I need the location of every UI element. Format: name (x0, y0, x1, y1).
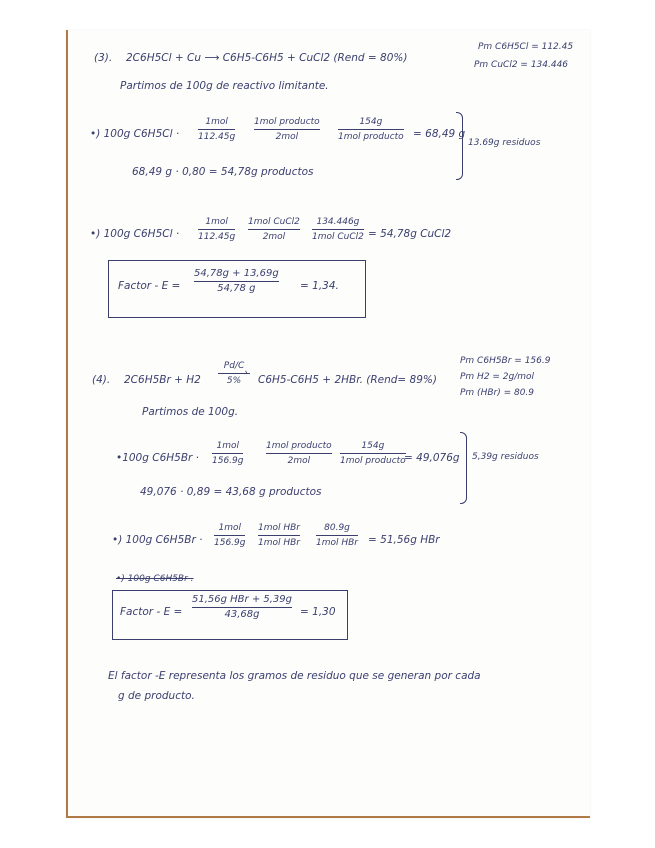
s4-c-prefix: •) 100g C6H5Br · (112, 534, 203, 546)
s3-a-prefix: •) 100g C6H5Cl · (90, 128, 180, 140)
s4-residuos: 5,39g residuos (472, 452, 539, 462)
s3-number: (3). (94, 52, 113, 64)
s3-factor-frac: 54,78g + 13,69g 54,78 g (194, 268, 279, 294)
s3-molar-mass-1: Pm C6H5Cl = 112.45 (478, 42, 574, 52)
s4-c-result: = 51,56g HBr (368, 534, 440, 546)
notebook-page (66, 30, 590, 818)
s4-c-frac-1: 1mol 156.9g (214, 523, 246, 548)
s4-c-frac-2: 1mol HBr 1mol HBr (258, 523, 301, 548)
s4-brace (460, 432, 467, 504)
s3-c-prefix: •) 100g C6H5Cl · (90, 228, 180, 240)
s3-factor-result: = 1,34. (300, 280, 339, 292)
s3-a-frac-3: 154g 1mol producto (338, 117, 404, 142)
s4-a-frac-2: 1mol producto 2mol (266, 441, 332, 466)
s3-molar-mass-2: Pm CuCl2 = 134.446 (474, 60, 569, 70)
s4-a-frac-3: 154g 1mol producto (340, 441, 406, 466)
s4-molar-mass-1: Pm C6H5Br = 156.9 (460, 356, 551, 366)
s4-equation-left: 2C6H5Br + H2 (124, 374, 201, 386)
s3-equation: 2C6H5Cl + Cu ⟶ C6H5-C6H5 + CuCl2 (Rend = 80%) (126, 52, 408, 64)
s4-equation-right: C6H5-C6H5 + 2HBr. (Rend= 89%) (258, 374, 437, 386)
s4-arrow-head: › (244, 368, 248, 378)
conclusion-line-1: El factor -E representa los gramos de residuo que se generan por cada (108, 670, 481, 682)
s3-residuos: 13.69g residuos (468, 138, 541, 148)
s3-a-result: = 68,49 g (413, 128, 466, 140)
s3-c-frac-3: 134.446g 1mol CuCl2 (312, 217, 364, 242)
s4-c-frac-3: 80.9g 1mol HBr (316, 523, 359, 548)
s4-molar-mass-2: Pm H2 = 2g/mol (460, 372, 535, 382)
s4-number: (4). (92, 374, 111, 386)
s4-factor-result: = 1,30 (300, 606, 336, 618)
s4-catalyst: Pd/C 5% (218, 360, 250, 387)
s4-factor-frac: 51,56g HBr + 5,39g 43,68g (192, 594, 292, 620)
s3-partimos: Partimos de 100g de reactivo limitante. (120, 80, 329, 92)
s4-a-result: = 49,076g (404, 452, 460, 464)
s4-a-prefix: •100g C6H5Br · (116, 452, 200, 464)
s3-brace (456, 112, 463, 180)
conclusion-line-2: g de producto. (118, 690, 195, 702)
s4-a-frac-1: 1mol 156.9g (212, 441, 244, 466)
s3-c-frac-1: 1mol 112.45g (198, 217, 236, 242)
s4-struck-line: •) 100g C6H5Br . (116, 574, 194, 584)
s3-c-result: = 54,78g CuCl2 (368, 228, 452, 240)
s3-a-frac-1: 1mol 112.45g (198, 117, 236, 142)
s4-factor-label: Factor - E = (120, 606, 183, 618)
s4-partimos: Partimos de 100g. (142, 406, 239, 418)
s3-a-frac-2: 1mol producto 2mol (254, 117, 320, 142)
s4-b-line: 49,076 · 0,89 = 43,68 g productos (140, 486, 322, 498)
s4-molar-mass-3: Pm (HBr) = 80.9 (460, 388, 535, 398)
s3-factor-label: Factor - E = (118, 280, 181, 292)
s3-b-line: 68,49 g · 0,80 = 54,78g productos (132, 166, 314, 178)
s3-c-frac-2: 1mol CuCl2 2mol (248, 217, 300, 242)
